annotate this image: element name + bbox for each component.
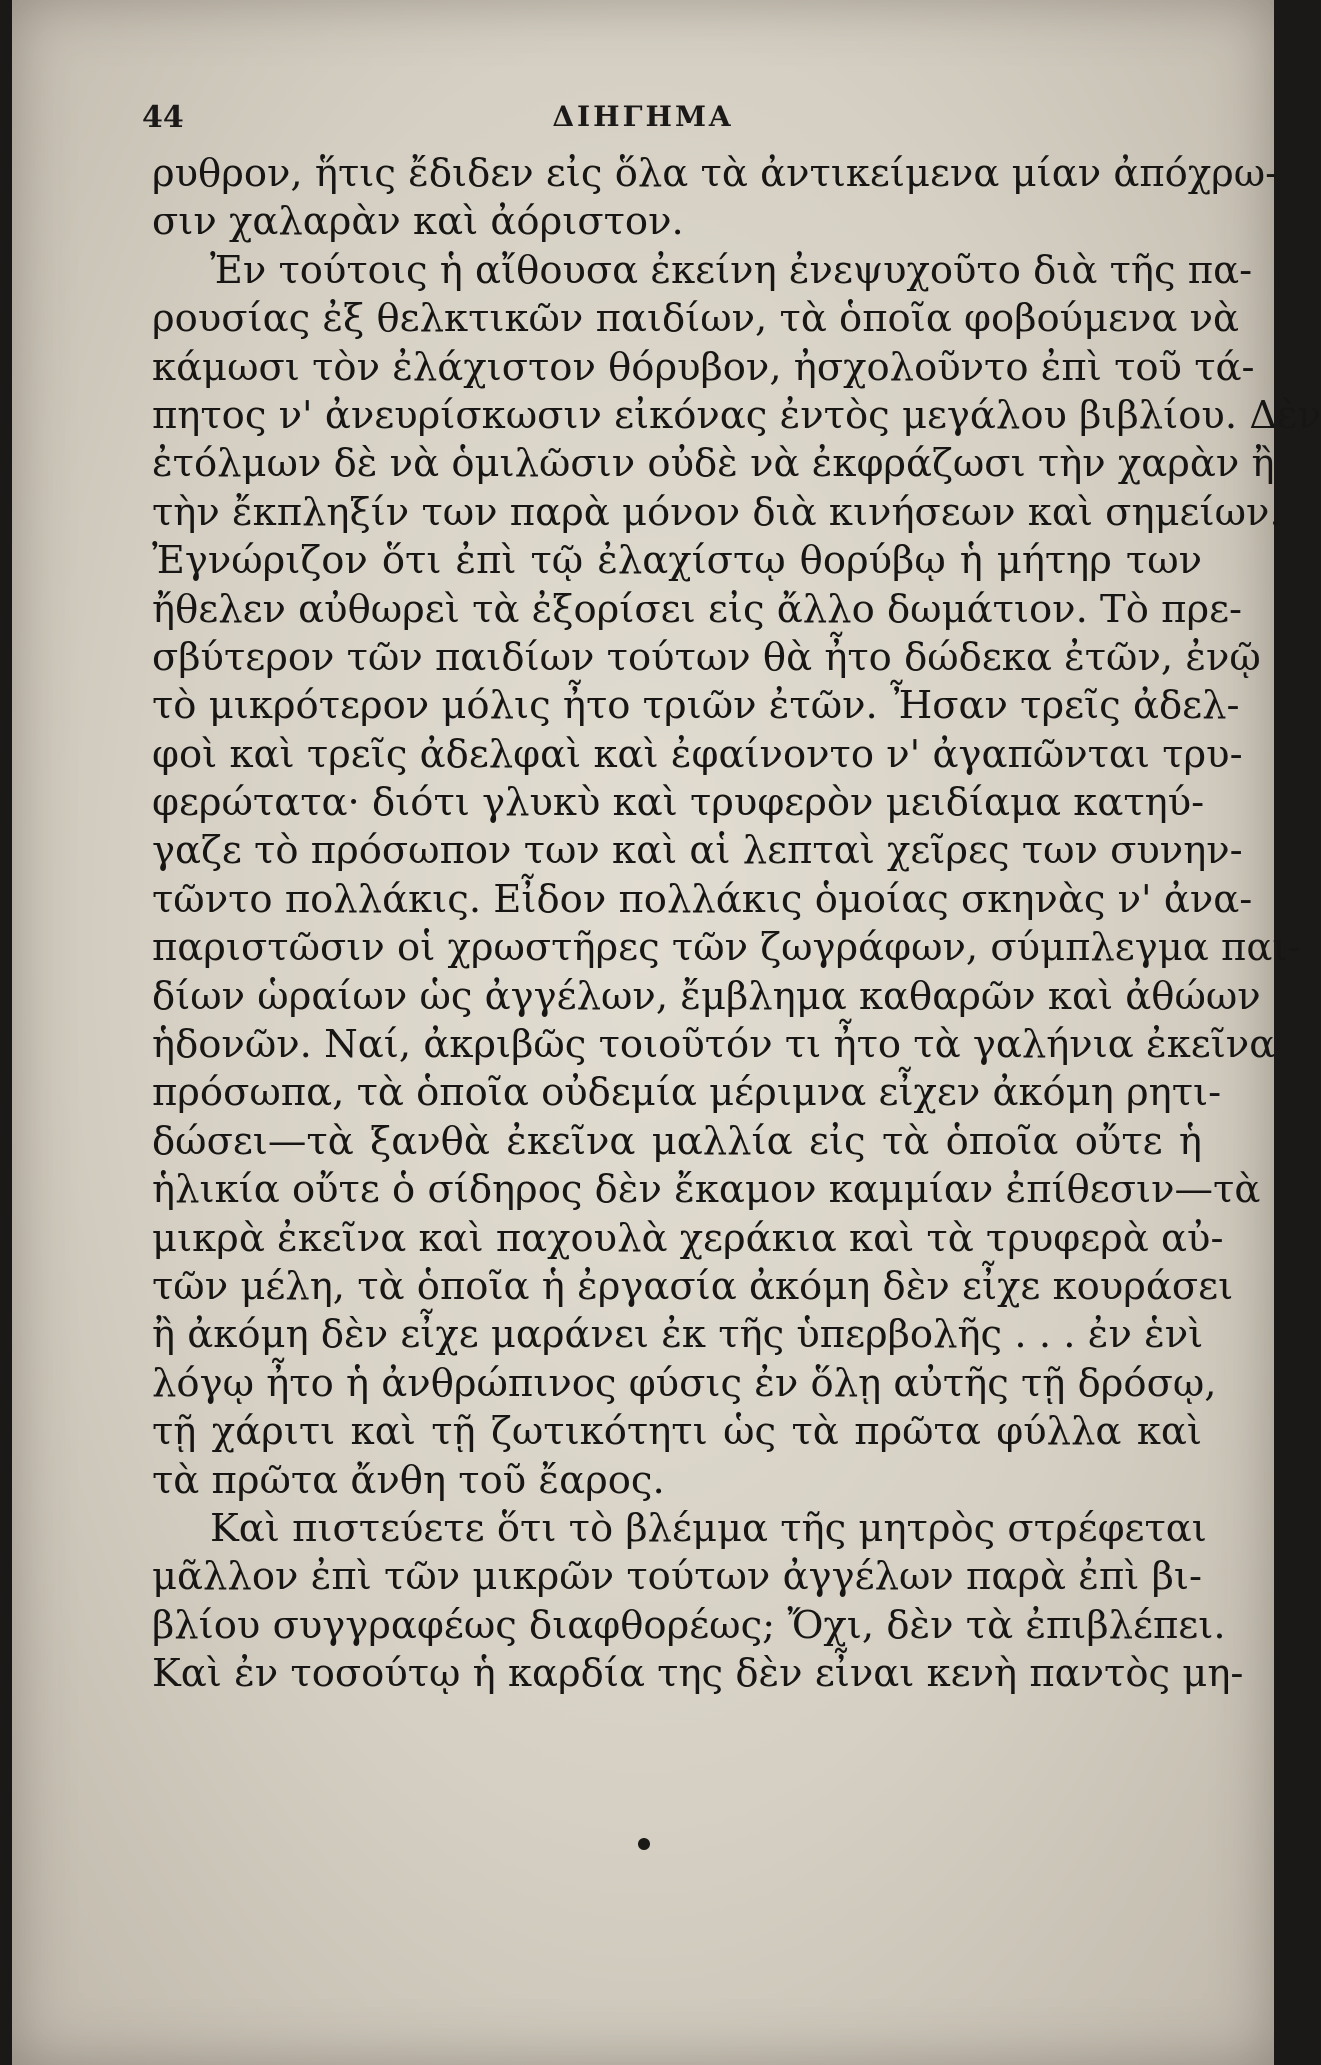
text-line: Καὶ πιστεύετε ὅτι τὸ βλέμμα τῆς μητρὸς στρέφεται (210, 1505, 1207, 1551)
text-line: βλίου συγγραφέως διαφθορέως; Ὄχι, δὲν τὰ ἐπιβλέπει. (152, 1602, 1226, 1648)
text-line: φερώτατα· διότι γλυκὺ καὶ τρυφερὸν μειδίαμα κατηύ- (152, 780, 1205, 826)
text-line: μᾶλλον ἐπὶ τῶν μικρῶν τούτων ἀγγέλων παρὰ ἐπὶ βι- (152, 1554, 1202, 1600)
page-header (12, 100, 1274, 136)
text-line: γαζε τὸ πρόσωπον των καὶ αἱ λεπταὶ χεῖρες των συνην- (152, 828, 1243, 874)
running-head: ΔΙΗΓΗΜΑ (552, 100, 734, 133)
body-text (152, 150, 1321, 1699)
text-line: τὰ πρῶτα ἄνθη τοῦ ἔαρος. (152, 1457, 665, 1503)
text-line: ἤθελεν αὐθωρεὶ τὰ ἐξορίσει εἰς ἄλλο δωμάτιον. Τὸ πρε- (152, 586, 1243, 632)
text-line: δώσει—τὰ ξανθὰ ἐκεῖνα μαλλία εἰς τὰ ὁποῖα οὔτε ἡ (152, 1118, 1202, 1164)
text-line: τὴν ἔκπληξίν των παρὰ μόνον διὰ κινήσεων καὶ σημείων. (152, 489, 1282, 535)
signature-mark (638, 1838, 650, 1850)
text-line: δίων ὡραίων ὡς ἀγγέλων, ἔμβλημα καθαρῶν καὶ ἀθώων (152, 973, 1261, 1019)
text-line: τὸ μικρότερον μόλις ἦτο τριῶν ἐτῶν. Ἦσαν τρεῖς ἀδελ- (152, 683, 1240, 729)
text-line: Ἐν τούτοις ἡ αἴθουσα ἐκείνη ἐνεψυχοῦτο διὰ τῆς πα- (210, 247, 1253, 293)
text-line: σιν χαλαρὰν καὶ ἀόριστον. (152, 199, 684, 245)
text-line: πρόσωπα, τὰ ὁποῖα οὐδεμία μέριμνα εἶχεν ἀκόμη ρητι- (152, 1070, 1222, 1116)
text-line: ἐτόλμων δὲ νὰ ὁμιλῶσιν οὐδὲ νὰ ἐκφράζωσι τὴν χαρὰν ἢ (152, 441, 1275, 487)
text-line: τῶν μέλη, τὰ ὁποῖα ἡ ἐργασία ἀκόμη δὲν εἶχε κουράσει (152, 1263, 1234, 1309)
text-line: φοὶ καὶ τρεῖς ἀδελφαὶ καὶ ἐφαίνοντο ν' ἀγαπῶνται τρυ- (152, 731, 1243, 777)
text-line: πητος ν' ἀνευρίσκωσιν εἰκόνας ἐντὸς μεγάλου βιβλίου. Δὲν (152, 392, 1321, 438)
text-line: τῇ χάριτι καὶ τῇ ζωτικότητι ὡς τὰ πρῶτα φύλλα καὶ (152, 1409, 1202, 1455)
text-line: ἢ ἀκόμη δὲν εἶχε μαράνει ἐκ τῆς ὑπερβολῆς . . . ἐν ἑνὶ (152, 1312, 1204, 1358)
text-line: Καὶ ἐν τοσούτῳ ἡ καρδία της δὲν εἶναι κενὴ παντὸς μη- (152, 1651, 1244, 1697)
book-page (12, 0, 1321, 2065)
text-line: σβύτερον τῶν παιδίων τούτων θὰ ἦτο δώδεκα ἐτῶν, ἐνῷ (152, 634, 1261, 680)
text-line: λόγῳ ἦτο ἡ ἀνθρώπινος φύσις ἐν ὅλῃ αὐτῆς τῇ δρόσῳ, (152, 1360, 1217, 1406)
text-line: ἡδονῶν. Ναί, ἀκριβῶς τοιοῦτόν τι ἦτο τὰ γαλήνια ἐκεῖνα (152, 1022, 1276, 1068)
text-line: Ἐγνώριζον ὅτι ἐπὶ τῷ ἐλαχίστῳ θορύβῳ ἡ μήτηρ των (152, 538, 1202, 584)
text-line: κάμωσι τὸν ἐλάχιστον θόρυβον, ἠσχολοῦντο ἐπὶ τοῦ τά- (152, 344, 1255, 390)
text-line: τῶντο πολλάκις. Εἶδον πολλάκις ὁμοίας σκηνὰς ν' ἀνα- (152, 876, 1253, 922)
text-line: ρυθρον, ἥτις ἔδιδεν εἰς ὅλα τὰ ἀντικείμενα μίαν ἀπόχρω- (152, 151, 1279, 196)
text-line: ρουσίας ἐξ θελκτικῶν παιδίων, τὰ ὁποῖα φοβούμενα νὰ (152, 296, 1240, 342)
text-line: ἡλικία οὔτε ὁ σίδηρος δὲν ἔκαμον καμμίαν ἐπίθεσιν—τὰ (152, 1167, 1261, 1213)
text-line: παριστῶσιν οἱ χρωστῆρες τῶν ζωγράφων, σύμπλεγμα παι- (152, 925, 1301, 971)
text-line: μικρὰ ἐκεῖνα καὶ παχουλὰ χεράκια καὶ τὰ τρυφερὰ αὐ- (152, 1215, 1224, 1261)
page-number: 44 (142, 100, 184, 135)
